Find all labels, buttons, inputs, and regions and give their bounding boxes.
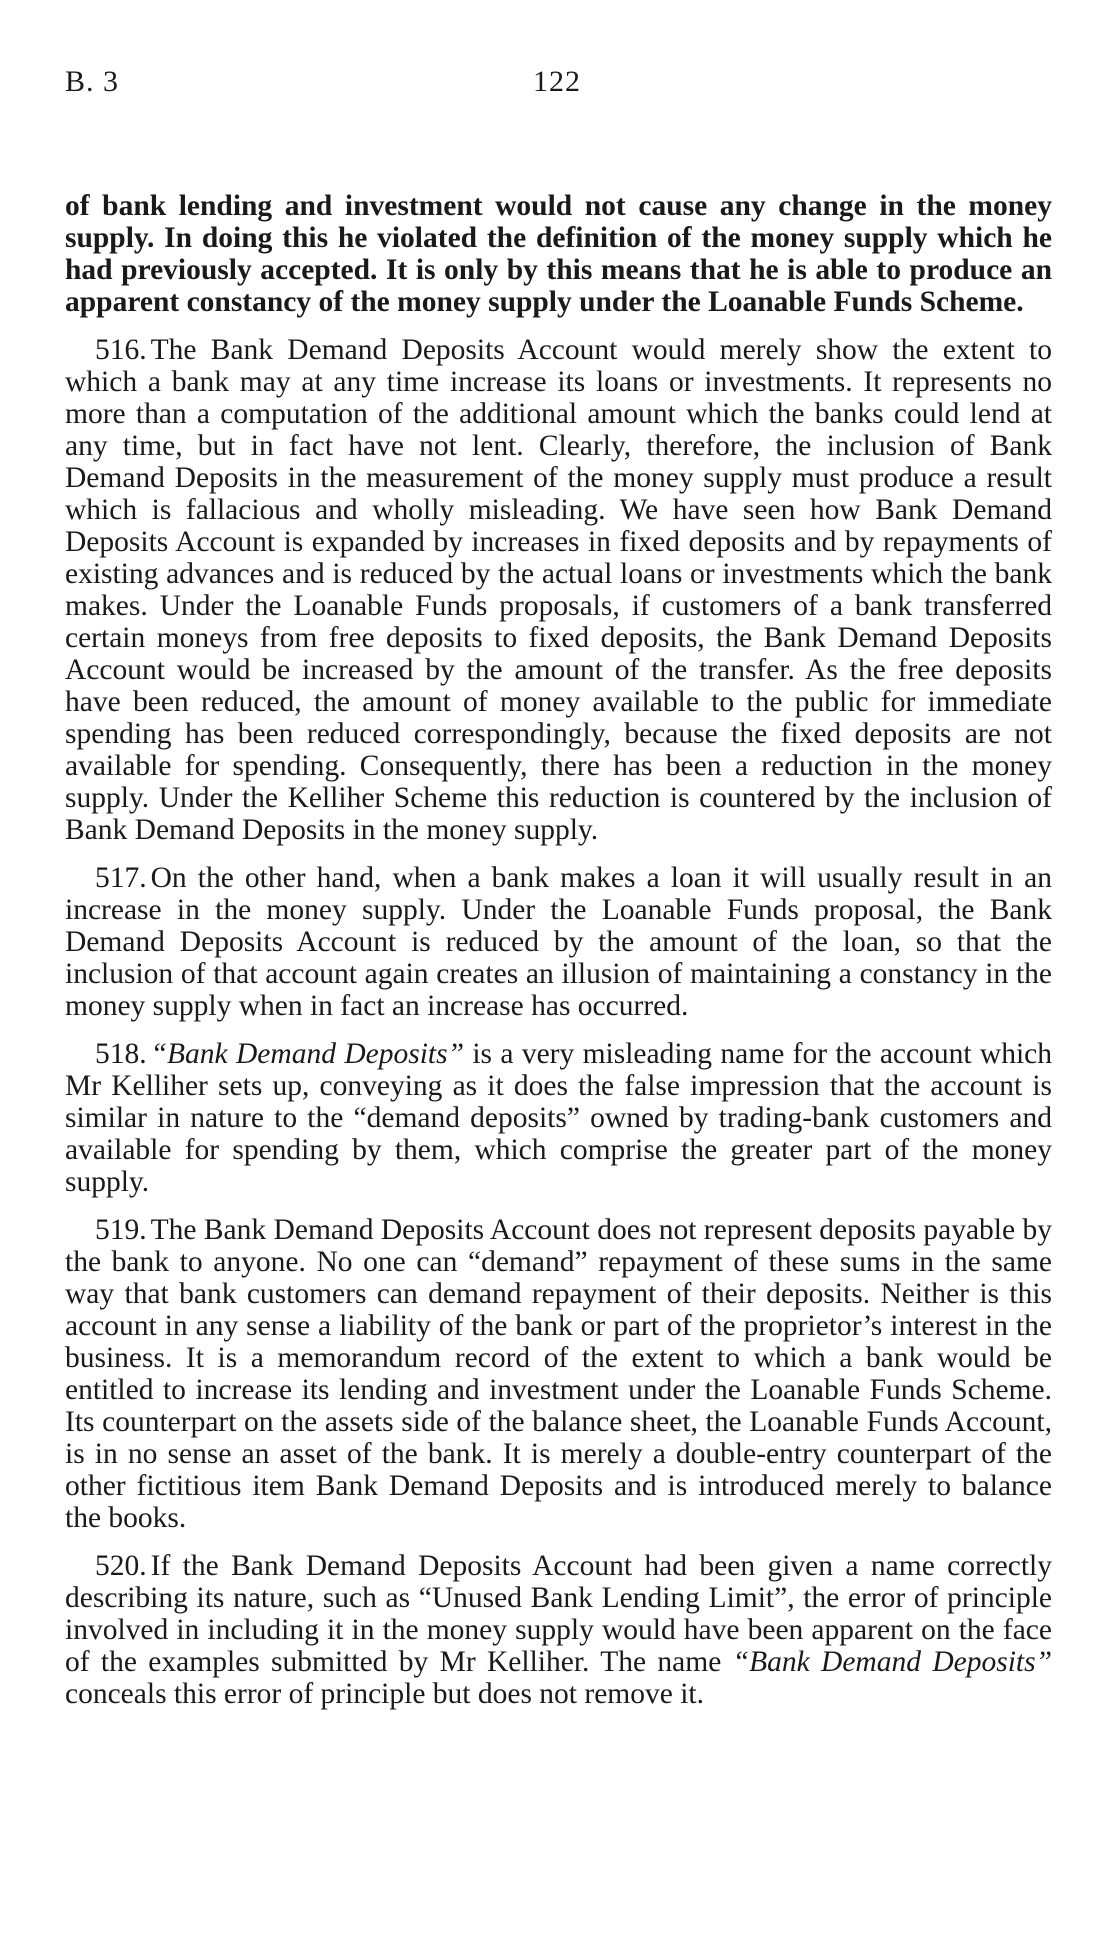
paragraph-text: If the Bank Demand Deposits Account had been given a name correctly describing its nature, such as “Unused Bank Lending Limit”, the error of principle involved in including it in the money supply would have been apparent on the face of the examples submitted by Mr Kelliher. The name [65,1550,1052,1678]
italic-term: “Bank Demand Deposits” [732,1646,1052,1678]
paragraph-520 [65,1550,1052,1710]
paragraph-518 [65,1038,1052,1198]
paragraph-number: 519. [95,1214,147,1246]
paragraph-text: conceals this error of principle but does not remove it. [65,1678,704,1710]
paragraph-519 [65,1214,1052,1534]
paragraph-number: 517. [95,862,147,894]
paragraph-text: On the other hand, when a bank makes a loan it will usually result in an increase in the money supply. Under the Loanable Funds proposal, the Bank Demand Deposits Account is reduced by the amount of the loan, so that the inclusion of that account again creates an illusion of maintaining a constancy in the money supply when in fact an increase has occurred. [65,862,1052,1022]
paragraph-text: is a very misleading name for the account which Mr Kelliher sets up, conveying as it does the false impression that the account is similar in nature to the “demand deposits” owned by trading-bank customers and available for spending by them, which comprise the greater part of the money supply. [65,1038,1052,1198]
paragraph-number: 516. [95,334,147,366]
page-number: 122 [533,65,581,98]
bold-intro-paragraph: of bank lending and investment would not cause any change in the money supply. In doing this he violated the definition of the money supply which he had previously accepted. It is only by this means that he is able to produce an apparent constancy of the money supply under the Loanable Funds Scheme. [65,190,1052,318]
paragraph-number: 520. [95,1550,147,1582]
page-header [65,58,1052,106]
paragraph-number: 518. [95,1038,147,1070]
italic-term: “Bank Demand Deposits” [150,1038,464,1070]
document-page [65,58,1052,1710]
paragraph-516 [65,334,1052,846]
paragraph-517 [65,862,1052,1022]
paragraph-text: The Bank Demand Deposits Account does not represent deposits payable by the bank to anyone. No one can “demand” repayment of these sums in the same way that bank customers can demand repayment of their deposits. Neither is this account in any sense a liability of the bank or part of the proprietor’s interest in the business. It is a memorandum record of the extent to which a bank would be entitled to increase its lending and investment under the Loanable Funds Scheme. Its counterpart on the assets side of the balance sheet, the Loanable Funds Account, is in no sense an asset of the bank. It is merely a double-entry counterpart of the other fictitious item Bank Demand Deposits and is introduced merely to balance the books. [65,1214,1052,1534]
series-label: B. 3 [65,65,120,98]
paragraph-text: The Bank Demand Deposits Account would merely show the extent to which a bank may at any time increase its loans or investments. It represents no more than a computation of the additional amount which the banks could lend at any time, but in fact have not lent. Clearly, therefore, the inclusion of Bank Demand Deposits in the measurement of the money supply must produce a result which is fallacious and wholly misleading. We have seen how Bank Demand Deposits Account is expanded by increases in fixed deposits and by repayments of existing advances and is reduced by the actual loans or investments which the bank makes. Under the Loanable Funds proposals, if customers of a bank transferred certain moneys from free deposits to fixed deposits, the Bank Demand Deposits Account would be increased by the amount of the transfer. As the free deposits have been reduced, the amount of money available to the public for immediate spending has been reduced correspondingly, because the fixed deposits are not available for spending. Consequently, there has been a reduction in the money supply. Under the Kelliher Scheme this reduction is countered by the inclusion of Bank Demand Deposits in the money supply. [65,334,1052,846]
